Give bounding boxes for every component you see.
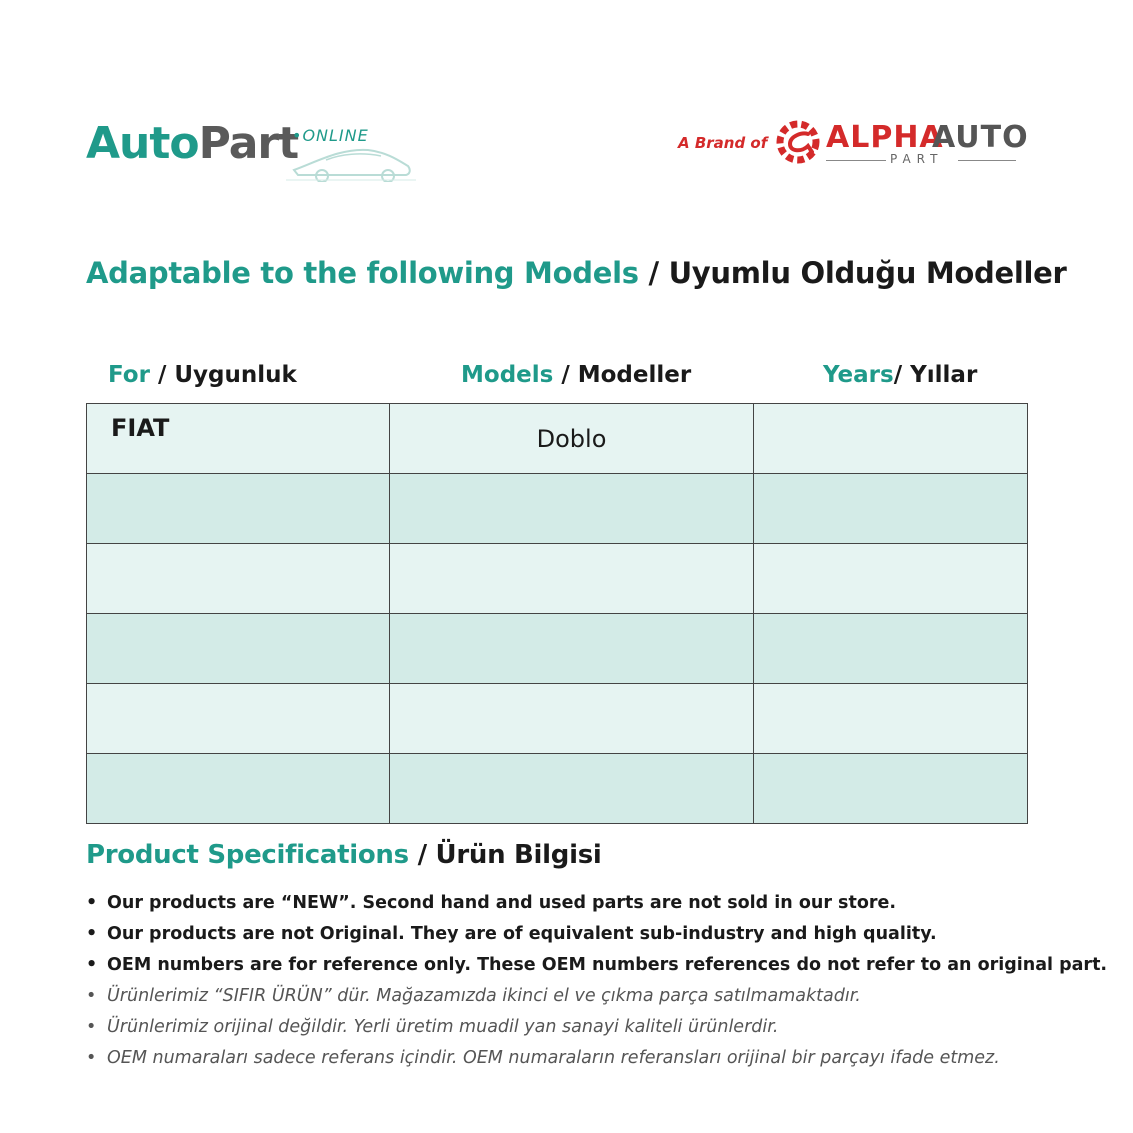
bullet-icon: • [86,1017,97,1037]
column-header-years [823,362,977,388]
models-heading-tr: Uyumlu Olduğu Modeller [668,256,1067,290]
logo-auto-text: Auto [86,118,199,169]
table-row [87,474,1028,544]
table-row [87,614,1028,684]
logo-alpha-text: ALPHA [826,120,944,155]
bullet-icon: • [86,924,98,944]
spec-item [86,950,1108,981]
make-cell [87,474,390,544]
model-cell [390,544,754,614]
column-header-for [108,362,297,388]
years-cell [754,404,1028,474]
bullet-icon: • [86,986,97,1006]
alpha-auto-part-logo [676,112,1029,174]
spec-item [86,1012,1086,1043]
spec-text: Our products are not Original. They are of equivalent sub-industry and high quality. [107,924,937,944]
model-cell [390,754,754,824]
specs-heading-tr: Ürün Bilgisi [435,840,602,870]
brand-of-text: A Brand of [678,134,768,152]
spec-text: OEM numbers are for reference only. These OEM numbers references do not refer to an original part. [107,955,1108,975]
logo-part-word: PART [890,152,944,166]
make-cell [87,544,390,614]
make-cell [87,754,390,824]
spec-list [86,888,1108,1074]
make-cell [87,684,390,754]
spec-item [86,919,1086,950]
spec-text: Ürünlerimiz “SIFIR ÜRÜN” dür. Mağazamızda ikinci el ve çıkma parça satılmamaktadır. [107,986,861,1006]
spec-item [86,888,1086,919]
bullet-icon: • [86,1048,97,1068]
column-header-models [461,362,691,388]
years-cell [754,754,1028,824]
table-row [87,544,1028,614]
logo-auto-word: AUTO [932,120,1029,155]
logo-wordmark [86,118,298,169]
gear-alpha-icon [772,116,824,168]
bullet-icon: • [86,893,98,913]
spec-item [86,981,1086,1012]
column-header-en: For [108,362,150,388]
column-header-tr: / Modeller [553,362,692,388]
heading-separator: / [638,256,669,290]
compatibility-table [86,403,1028,824]
make-cell [87,614,390,684]
years-cell [754,474,1028,544]
autopart-online-logo [86,112,426,192]
specs-heading [86,840,602,870]
spec-text: Ürünlerimiz orijinal değildir. Yerli üretim muadil yan sanayi kaliteli ürünlerdir. [107,1017,779,1037]
logo-divider-right [958,160,1016,161]
models-heading-en: Adaptable to the following Models [86,256,639,290]
table-row [87,404,1028,474]
years-cell [754,684,1028,754]
logo-divider-left [826,160,886,161]
make-cell: FIAT [87,404,390,474]
column-header-tr: / Yıllar [893,362,978,388]
table-row [87,754,1028,824]
years-cell [754,614,1028,684]
specs-heading-en: Product Specifications [86,840,409,870]
model-cell [390,614,754,684]
models-heading [86,256,1067,290]
column-header-en: Models [461,362,554,388]
years-cell [754,544,1028,614]
spec-item [86,1043,1086,1074]
table-row [87,684,1028,754]
heading-separator: / [408,840,436,870]
column-header-tr: / Uygunluk [149,362,297,388]
spec-text: Our products are “NEW”. Second hand and used parts are not sold in our store. [107,893,897,913]
model-cell [390,684,754,754]
spec-text: OEM numaraları sadece referans içindir. OEM numaraların referansları orijinal bir parçayı ifade etmez. [107,1048,1000,1068]
car-outline-icon [286,132,416,182]
column-header-en: Years [823,362,894,388]
logo-online-text: •ONLINE [292,126,369,145]
logo-part-text: Part [198,118,299,169]
model-cell: Doblo [390,404,754,474]
model-cell [390,474,754,544]
bullet-icon: • [86,955,98,975]
